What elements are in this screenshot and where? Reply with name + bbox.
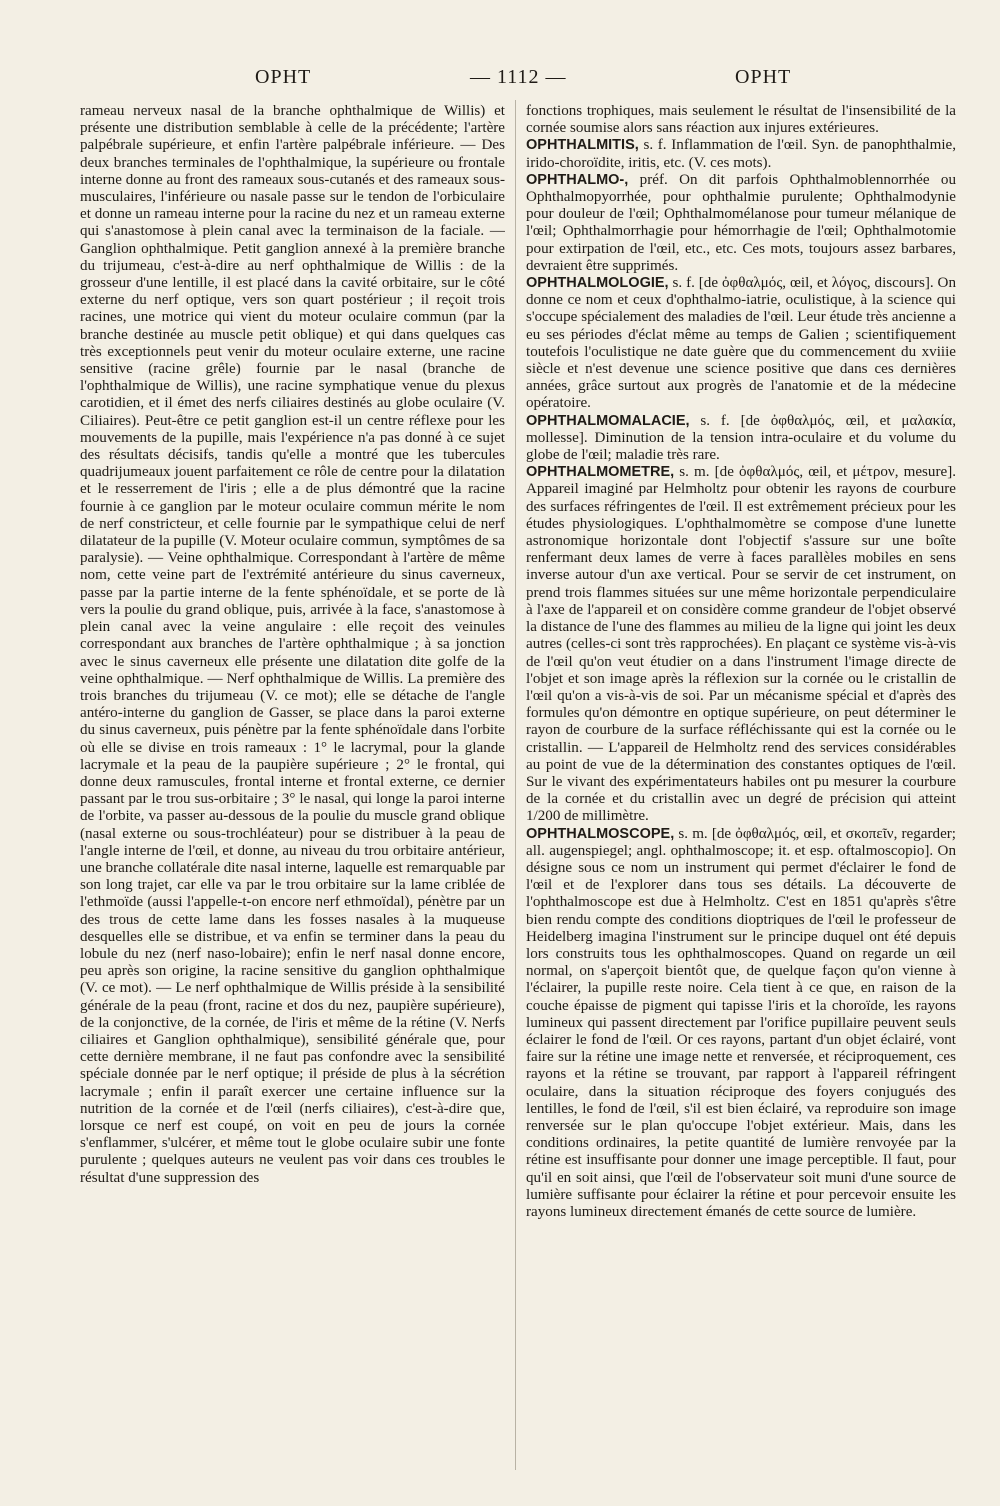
- headword: OPHTHALMOSCOPE,: [526, 825, 675, 842]
- entry-body: s. f. [de ὀφθαλμός, œil, et λόγος, discours]. On donne ce nom et ceux d'ophthalmo-iatrie, oculistique, à la science qui s'occupe spécialement des maladies de l'œil. Leur étude très ancienne a eu ses périodes d'éclat même au temps de Galien ; scientifiquement toutefois l'oculistique ne date guère que du commencement du xviiie siècle et n'est devenue une science positive que dans ces dernières années, grâce surtout aux progrès de l'anatomie et de la médecine opératoire.: [526, 275, 956, 412]
- headword: OPHTHALMO-,: [526, 171, 629, 188]
- headword: OPHTHALMOMETRE,: [526, 464, 675, 481]
- entry-body: préf. On dit parfois Ophthalmoblennorrhée ou Ophthalmopyorrhée, pour ophthalmie purulente; Ophthalmodynie pour douleur de l'œil; Ophthalmomélanose pour tumeur mélanique de l'œil; Ophthalmorrhagie pour hémorrhagie de l'œil; Ophthalmotomie pour extirpation de l'œil, etc., etc. Ces mots, toujours assez barbares, devraient être supprimés.: [526, 171, 956, 274]
- entry-ophthalmitis: [526, 137, 956, 171]
- left-column: [80, 103, 505, 1473]
- entry-ophthalmometre: [526, 464, 956, 825]
- entry-body: s. f. Inflammation de l'œil. Syn. de panophthalmie, irido-choroïdite, iritis, etc. (V. ces mots).: [526, 137, 956, 171]
- entry-body: s. m. [de ὀφθαλμός, œil, et σκοπεῖν, regarder; all. augenspiegel; angl. ophthalmoscope; it. et esp. oftalmoscopio]. On désigne sous ce nom un instrument qui permet d'éclairer le fond de l'œil et de l'explorer dans tous ses détails. La découverte de l'ophthalmoscope est due à Helmholtz. C'est en 1851 qu'après s'être bien rendu compte des conditions dioptriques de l'œil le professeur de Heidelberg imagina l'instrument sur le principe duquel ont été depuis lors construits tous les ophthalmoscopes. Quand on regarde un œil normal, on s'aperçoit bientôt que, de quelque façon qu'on vienne à l'éclairer, la pupille reste noire. Cela tient à ce que, en raison de la couche épaisse de pigment qui tapisse l'iris et la choroïde, les rayons lumineux qui passent directement par l'orifice pupillaire peuvent seuls éclairer le fond de l'œil. Or ces rayons, partant d'un objet éclairé, vont faire sur la rétine une image nette et renversée, et réciproquement, ces rayons et la rétine se trouvant, par rapport à l'appareil réfringent oculaire, dans la situation réciproque des foyers conjugués des lentilles, le fond de l'œil, s'il est bien éclairé, va reproduire son image renversée sur le plan qu'occupe l'objet extérieur. Mais, dans les conditions ordinaires, la petite quantité de lumière renvoyée par la rétine est insuffisante pour donner une image perceptible. Il faut, pour qu'il en soit ainsi, que l'œil de l'observateur soit muni d'une source de lumière suffisante pour éclairer la rétine et pour percevoir ensuite les rayons lumineux directement émanés de cette source de lumière.: [526, 825, 956, 1220]
- right-column: [526, 103, 956, 1473]
- headword: OPHTHALMOMALACIE,: [526, 412, 690, 429]
- entry-ophthalmoscope: [526, 826, 956, 1222]
- running-head: [80, 66, 956, 96]
- running-head-left: OPHT: [255, 66, 312, 88]
- entry-body: s. m. [de ὀφθαλμός, œil, et μέτρον, mesure]. Appareil imaginé par Helmholtz pour obtenir les rayons de courbure des surfaces réfringentes de l'œil. Il est extrêmement précieux pour les études physiologiques. L'ophthalmomètre se compose d'une lunette astronomique horizontale dont l'objectif s'assure sur une boîte renfermant deux lames de verre à faces parallèles mobiles en sens inverse autour d'un axe vertical. Pour se servir de cet instrument, on prend trois flammes situées sur une même horizontale perpendiculaire à l'axe de l'appareil et on considère comme grandeur de l'objet observé la distance de l'une des flammes au milieu de la ligne qui joint les deux autres (celles-ci sont très rapprochées). En plaçant ce système vis-à-vis de l'œil qu'on veut étudier on a dans l'instrument l'image directe de l'objet et son image après la réflexion sur la cornée ou le cristallin de l'œil qu'on a vis-à-vis de soi. Par un mécanisme spécial et d'après des formules qu'on démontre en optique supérieure, on peut déterminer le rayon de courbure de la surface réfléchissante qui est la cornée ou le cristallin. — L'appareil de Helmholtz rend des services considérables au point de vue de la détermination des constantes optiques de l'œil. Sur le vivant des expérimentateurs habiles ont pu mesurer la courbure de la cornée et du cristallin avec un degré de précision qui atteint 1/200 de millimètre.: [526, 464, 956, 825]
- page-number: — 1112 —: [470, 66, 567, 88]
- running-head-right: OPHT: [735, 66, 792, 88]
- continued-text: fonctions trophiques, mais seulement le résultat de l'insensibilité de la cornée soumise alors sans réaction aux injures extérieures.: [526, 103, 956, 137]
- entry-ophthalmomalacie: [526, 413, 956, 465]
- headword: OPHTHALMOLOGIE,: [526, 275, 669, 292]
- entry-ophthalmologie: [526, 275, 956, 413]
- left-column-text: rameau nerveux nasal de la branche ophthalmique de Willis) et présente une distribution semblable à celle de la précédente; l'artère palpébrale supérieure, et enfin l'artère palpébrale inférieure. — Des deux branches terminales de l'ophthalmique, la supérieure ou frontale interne donne au front des rameaux sous-cutanés et des rameaux sous-musculaires, l'inférieure ou nasale passe sur le tendon de l'orbiculaire et donne un rameau interne pour la racine du nez et un rameau externe qui s'anastomose à plein canal avec la terminaison de la faciale. — Ganglion ophthalmique. Petit ganglion annexé à la première branche du trijumeau, c'est-à-dire au nerf ophthalmique de Willis : de la grosseur d'une lentille, il est placé dans la cavité orbitaire, sur le côté externe du nerf optique, vers son quart postérieur ; il reçoit trois racines, une motrice qui vient du moteur oculaire commun (par la branche destinée au muscle petit oblique) et qui dans quelques cas très exceptionnels peut venir du moteur oculaire externe, une racine sensitive (racine grêle) fournie par le nasal (branche de l'ophthalmique de Willis), une racine symphatique venue du plexus carotidien, et il émet des nerfs ciliaires destinés au globe oculaire (V. Ciliaires). Peut-être ce petit ganglion est-il un centre réflexe pour les mouvements de la pupille, mais l'expérience n'a pas donné à ce sujet des résultats décisifs, tandis qu'elle a montré que les tubercules quadrijumeaux jouent parfaitement ce rôle de centre pour la dilatation et le resserrement de l'iris ; elle a de plus démontré que la racine fournie à ce ganglion par le moteur oculaire commun mérite le nom de nerf constricteur, et celle fournie par le sympathique celui de nerf dilatateur de la pupille (V. Moteur oculaire commun, symptômes de sa paralysie). — Veine ophthalmique. Correspondant à l'artère de même nom, cette veine part de l'extrémité antérieure du sinus caverneux, passe par la partie interne de la fente sphénoïdale, et se porte de là vers la poulie du grand oblique, puis, arrivée à la face, s'anastomose à plein canal avec la veine angulaire : elle reçoit des veinules correspondant aux branches de l'artère ophthalmique ; à sa jonction avec le sinus caverneux elle présente une dilatation dite golfe de la veine ophthalmique. — Nerf ophthalmique de Willis. La première des trois branches du trijumeau (V. ce mot); elle se détache de l'angle antéro-interne du ganglion de Gasser, se place dans la paroi externe du sinus caverneux, puis pénètre par la fente sphénoïdale dans l'orbite où elle se divise en trois rameaux : 1° le lacrymal, pour la glande lacrymale et la peau de la paupière supérieure ; 2° le frontal, qui donne deux ramuscules, frontal interne et frontal externe, ce dernier passant par le trou sus-orbitaire ; 3° le nasal, qui longe la paroi interne de l'orbite, va passer au-dessous de la poulie du muscle grand oblique (nasal externe ou sous-trochléateur) pour se distribuer à la peau de l'angle interne de l'œil, et donne, au niveau du trou orbitaire antérieur, une branche collatérale dite nasal interne, laquelle est remarquable par son long trajet, car elle va par le trou orbitaire sur la lame criblée de l'ethmoïde (aussi l'appelle-t-on encore nerf ethmoïdal), pénètre par un des trous de cette lame dans les fosses nasales à la muqueuse desquelles elle se distribue, et va enfin se terminer dans la peau du lobule du nez (nerf naso-lobaire); enfin le nerf nasal donne encore, peu après son origine, la racine sensitive du ganglion ophthalmique (V. ce mot). — Le nerf ophthalmique de Willis préside à la sensibilité générale de la peau (front, racine et dos du nez, paupière supérieure), de la conjonctive, de la cornée, de l'iris et même de la rétine (V. Nerfs ciliaires et Ganglion ophthalmique), sensibilité générale que, pour cette dernière membrane, il ne faut pas confondre avec la sensibilité spéciale donnée par le nerf optique; il préside de plus à la sécrétion lacrymale ; enfin il paraît exercer une certaine influence sur la nutrition de la cornée et de l'œil (nerfs ciliaires), c'est-à-dire que, lorsque ce nerf est coupé, on voit en peu de jours la cornée s'enflammer, s'ulcérer, et même tout le globe oculaire subir une fonte purulente ; quelques auteurs ne veulent pas voir dans ces troubles le résultat d'une suppression des: [80, 103, 505, 1186]
- headword: OPHTHALMITIS,: [526, 137, 639, 154]
- column-divider: [515, 100, 516, 1470]
- entry-ophthalmo: [526, 172, 956, 275]
- entry-body: s. f. [de ὀφθαλμός, œil, et μαλακία, mollesse]. Diminution de la tension intra-oculaire et du volume du globe de l'œil; maladie très rare.: [526, 412, 956, 464]
